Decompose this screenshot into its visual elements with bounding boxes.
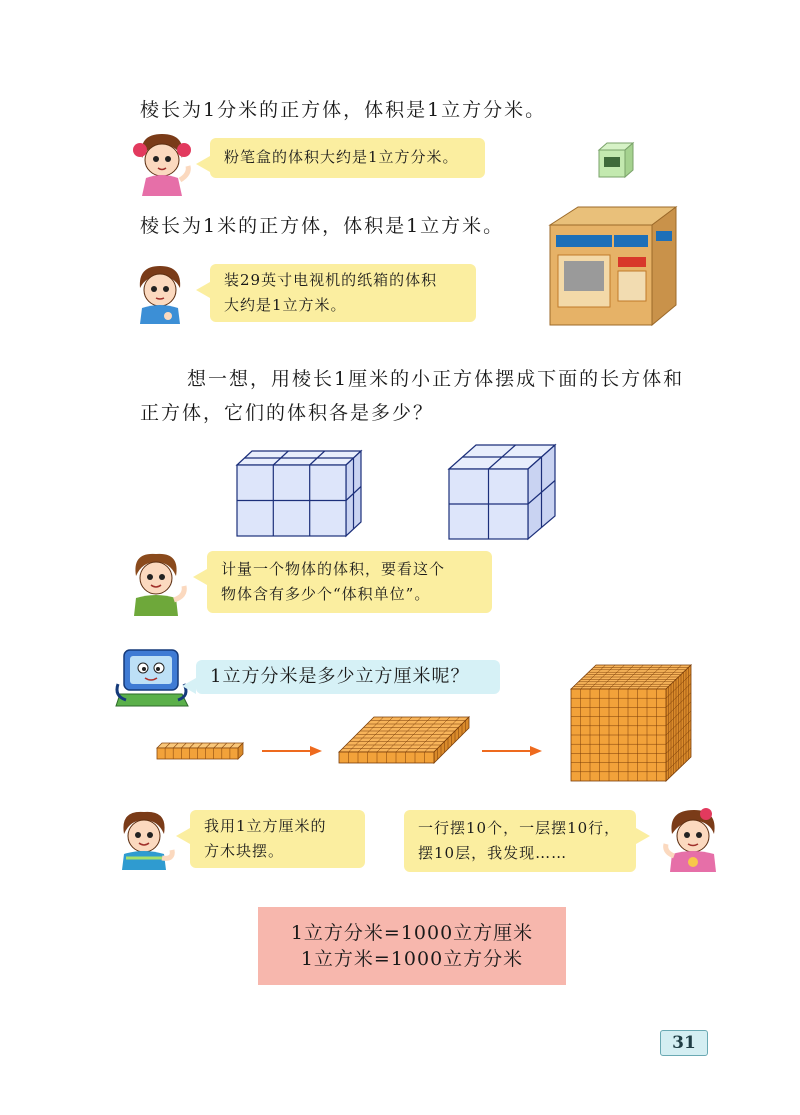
bubble-line: 装29英寸电视机的纸箱的体积 xyxy=(224,271,438,289)
speech-bubble-chalk-box xyxy=(210,138,485,178)
page-number: 31 xyxy=(660,1030,708,1056)
conversion-result-box xyxy=(258,907,566,985)
chalk-box-image xyxy=(595,140,635,180)
result-line-m3: 1立方米=1000立方分米 xyxy=(300,948,524,970)
speech-bubble-wooden-blocks xyxy=(190,810,365,868)
arrow-right-icon xyxy=(262,745,324,757)
boy-character-icon-3 xyxy=(112,808,176,870)
flat-of-100-cubes xyxy=(338,716,470,764)
boy-character-icon-2 xyxy=(126,550,188,616)
computer-character-icon xyxy=(116,648,190,710)
speech-bubble-question-dm3 xyxy=(196,660,500,694)
girl-character-icon-2 xyxy=(660,806,726,872)
bubble-line: 物体含有多少个“体积单位”。 xyxy=(221,585,431,603)
cube-of-1000-cubes xyxy=(570,664,692,782)
bubble-text: 粉笔盒的体积大约是1立方分米。 xyxy=(224,148,459,166)
m3-definition-text: 棱长为1米的正方体，体积是1立方米。 xyxy=(140,215,505,237)
bubble-line: 方木块摆。 xyxy=(204,842,285,860)
question-line-1: 想一想，用棱长1厘米的小正方体摆成下面的长方体和 xyxy=(187,368,685,390)
speech-bubble-tv-box xyxy=(210,264,476,322)
bubble-line: 计量一个物体的体积，要看这个 xyxy=(221,560,446,578)
arrow-right-icon-2 xyxy=(482,745,544,757)
tv-carton-image xyxy=(548,205,678,327)
dm3-definition-text: 棱长为1分米的正方体，体积是1立方分米。 xyxy=(140,99,547,121)
bubble-line: 大约是1立方米。 xyxy=(224,296,347,314)
girl-character-icon xyxy=(128,128,198,196)
question-line-2: 正方体，它们的体积各是多少？ xyxy=(140,402,435,424)
bubble-line: 摆10层，我发现…… xyxy=(418,844,568,862)
boy-character-icon xyxy=(130,262,190,324)
bubble-line: 我用1立方厘米的 xyxy=(204,817,327,835)
bubble-text: 1立方分米是多少立方厘米呢？ xyxy=(210,666,470,687)
speech-bubble-volume-unit xyxy=(207,551,492,613)
bubble-line: 一行摆10个，一层摆10行， xyxy=(418,819,621,837)
rod-of-10-cubes xyxy=(156,742,244,760)
speech-bubble-discovery xyxy=(404,810,636,872)
cube-2x2x2-figure xyxy=(448,444,558,540)
cuboid-3x2x2-figure xyxy=(236,450,366,538)
result-line-dm3: 1立方分米=1000立方厘米 xyxy=(290,922,534,944)
